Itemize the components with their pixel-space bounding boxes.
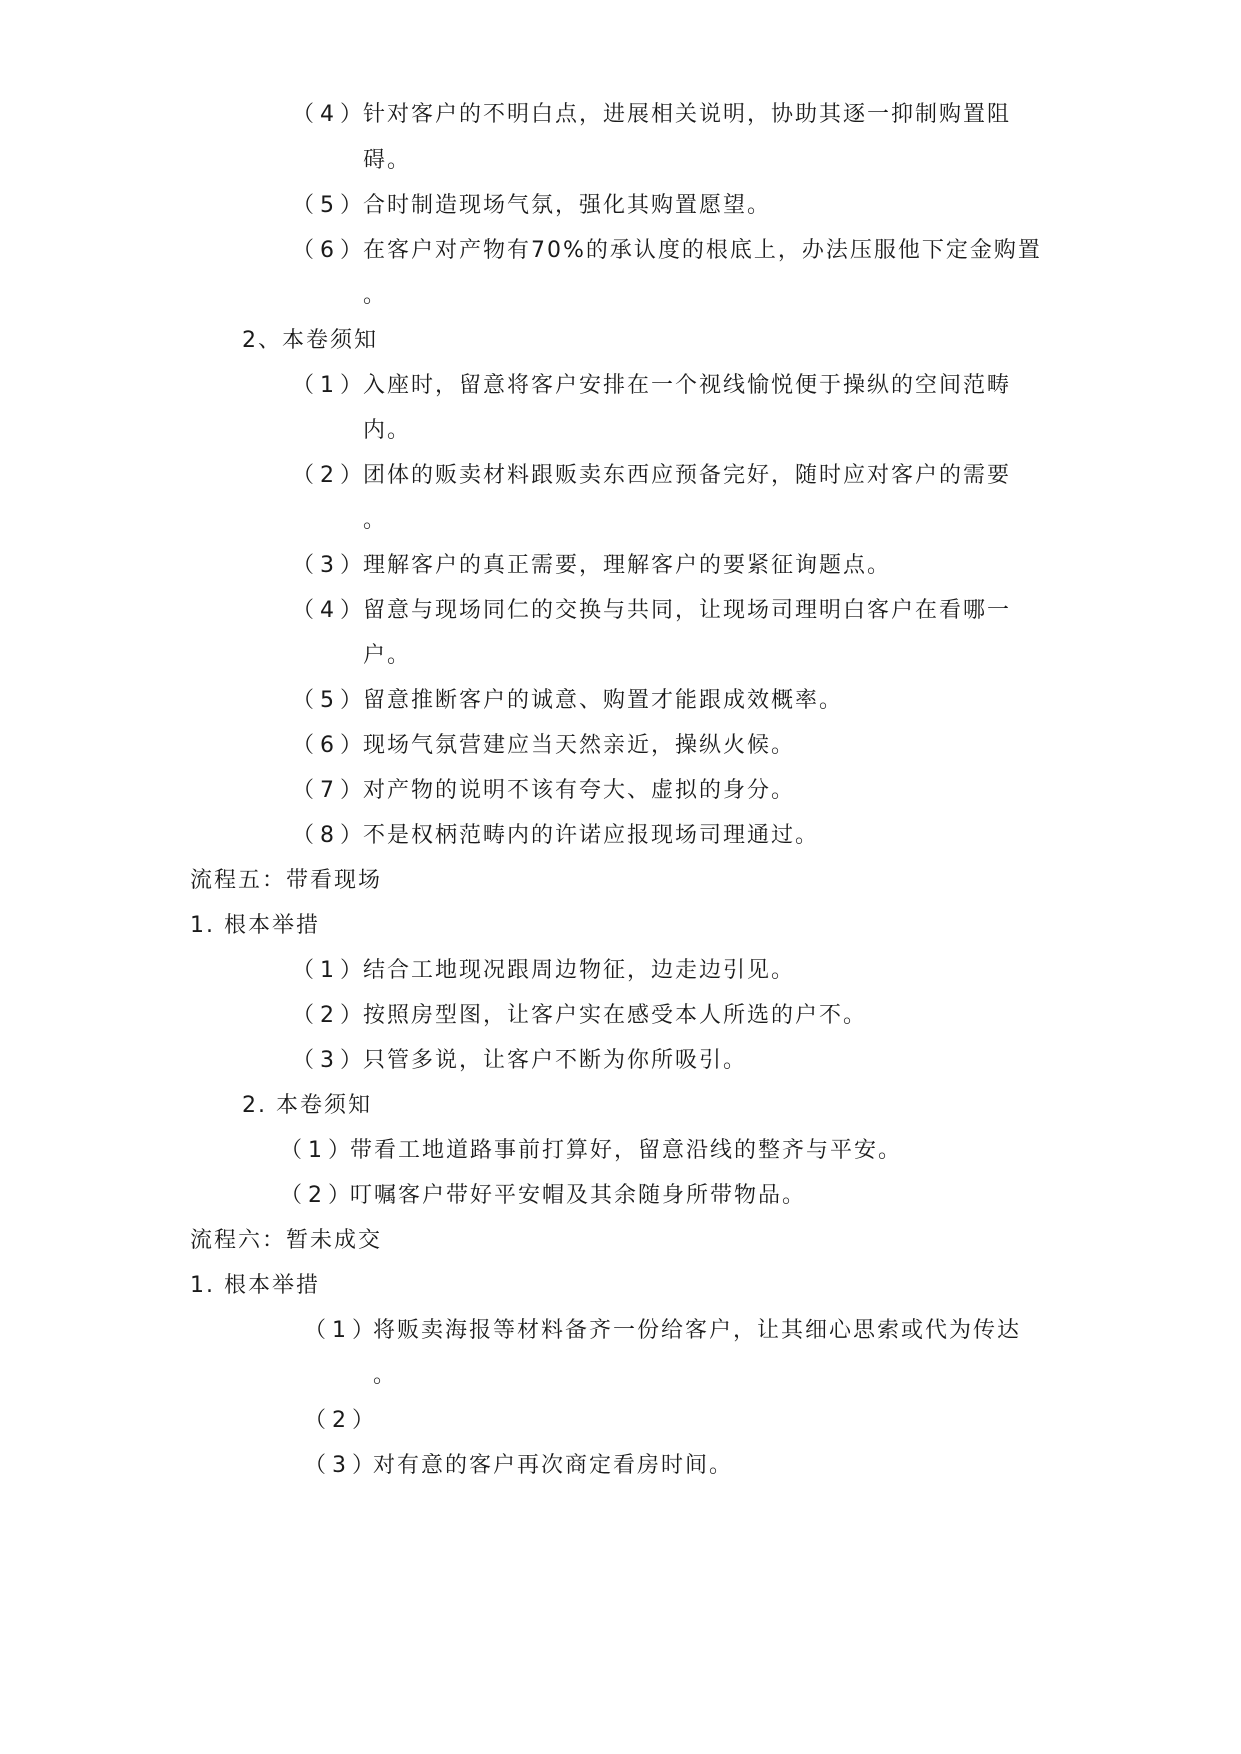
item-number: （5） [292, 193, 368, 218]
item-text: 将贩卖海报等材料备齐一份给客户，让其细心思索或代为传达 [373, 1318, 1022, 1343]
item-number: （5） [292, 688, 368, 713]
section-heading: 2、本卷须知 [242, 328, 378, 353]
item-text: 团体的贩卖材料跟贩卖东西应预备完好，随时应对客户的需要 [363, 463, 1012, 488]
item-number: （4） [292, 102, 368, 127]
item-text-continuation: 户。 [363, 643, 412, 668]
item-number: （1） [280, 1138, 356, 1163]
item-number: （2） [304, 1408, 380, 1433]
item-number: （3） [304, 1453, 380, 1478]
item-text: 只管多说，让客户不断为你所吸引。 [363, 1048, 748, 1073]
item-number: （4） [292, 598, 368, 623]
subsection-heading: 1. 根本举措 [190, 1273, 320, 1298]
item-text: 不是权柄范畴内的许诺应报现场司理通过。 [363, 823, 820, 848]
item-text: 留意推断客户的诚意、购置才能跟成效概率。 [363, 688, 844, 713]
subsection-heading: 2. 本卷须知 [242, 1093, 372, 1118]
subsection-heading: 1. 根本举措 [190, 913, 320, 938]
process-heading: 流程六：暂未成交 [190, 1228, 383, 1253]
item-text: 合时制造现场气氛，强化其购置愿望。 [363, 193, 772, 218]
item-text: 对有意的客户再次商定看房时间。 [373, 1453, 734, 1478]
item-text-continuation: 。 [373, 1363, 398, 1388]
item-text: 叮嘱客户带好平安帽及其余随身所带物品。 [350, 1183, 807, 1208]
item-text: 带看工地道路事前打算好，留意沿线的整齐与平安。 [350, 1138, 903, 1163]
item-text: 对产物的说明不该有夸大、虚拟的身分。 [363, 778, 796, 803]
item-text: 理解客户的真正需要，理解客户的要紧征询题点。 [363, 553, 892, 578]
item-text: 结合工地现况跟周边物征，边走边引见。 [363, 958, 796, 983]
item-text: 按照房型图，让客户实在感受本人所选的户不。 [363, 1003, 868, 1028]
item-text-continuation: 。 [363, 508, 388, 533]
item-text-continuation: 碍。 [363, 148, 412, 173]
item-text: 入座时，留意将客户安排在一个视线愉悦便于操纵的空间范畴 [363, 373, 1012, 398]
item-text-continuation: 内。 [363, 418, 412, 443]
item-number: （3） [292, 1048, 368, 1073]
item-number: （6） [292, 238, 368, 263]
item-text: 现场气氛营建应当天然亲近，操纵火候。 [363, 733, 796, 758]
item-text-continuation: 。 [363, 283, 388, 308]
item-number: （1） [304, 1318, 380, 1343]
item-text: 在客户对产物有70%的承认度的根底上，办法压服他下定金购置 [363, 238, 1042, 263]
item-number: （1） [292, 958, 368, 983]
process-heading: 流程五：带看现场 [190, 868, 383, 893]
item-number: （2） [280, 1183, 356, 1208]
item-number: （6） [292, 733, 368, 758]
item-number: （2） [292, 1003, 368, 1028]
item-number: （1） [292, 373, 368, 398]
item-number: （3） [292, 553, 368, 578]
item-number: （2） [292, 463, 368, 488]
item-text: 针对客户的不明白点，进展相关说明，协助其逐一抑制购置阻 [363, 102, 1012, 127]
item-number: （7） [292, 778, 368, 803]
item-text: 留意与现场同仁的交换与共同，让现场司理明白客户在看哪一 [363, 598, 1012, 623]
item-number: （8） [292, 823, 368, 848]
